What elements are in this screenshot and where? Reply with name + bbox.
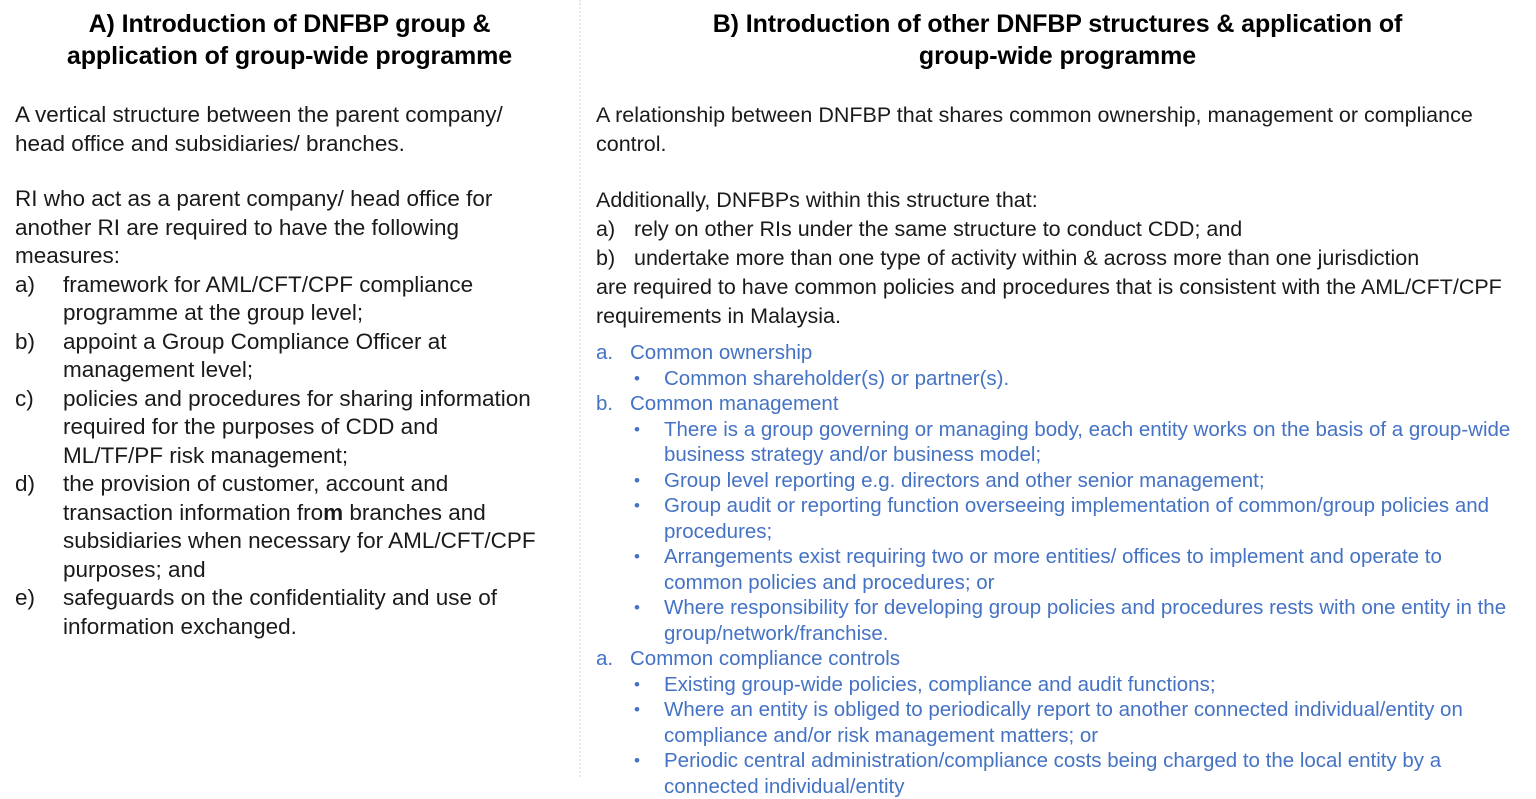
text-segment: branches and subsidiaries when necessary for AML/CFT/CPF purposes; and (63, 499, 536, 582)
bullet-icon: • (634, 700, 640, 719)
bullet-icon: • (634, 674, 640, 694)
list-item (596, 215, 1536, 244)
blue-group-label: Common ownership (630, 341, 813, 364)
blue-bullet-item (629, 493, 1536, 544)
bullet-icon: • (634, 496, 640, 515)
blue-criteria-block (596, 340, 1536, 799)
list-marker: b) (15, 328, 36, 354)
list-marker: a) (15, 271, 36, 297)
list-item (15, 328, 579, 385)
blue-bullet-item (629, 468, 1536, 494)
blue-bullet-text: Existing group-wide policies, compliance and audit functions; (664, 672, 1216, 696)
left-measures-list (0, 271, 579, 642)
blue-bullet-item (629, 672, 1536, 698)
list-marker: a. (596, 647, 614, 670)
list-marker: a) (596, 217, 616, 241)
bullet-icon: • (634, 751, 640, 770)
blue-bullet-item (629, 366, 1536, 392)
list-item-text: rely on other RIs under the same structure to conduct CDD; and (634, 217, 1243, 241)
bullet-icon: • (634, 419, 640, 439)
blue-bullet-text: Group level reporting e.g. directors and other senior management; (664, 468, 1265, 492)
bullet-icon: • (634, 470, 640, 490)
list-marker: c) (15, 385, 34, 411)
spacer (0, 72, 579, 101)
bold-text-segment: m (323, 499, 344, 525)
list-item (15, 271, 579, 328)
right-column-heading: B) Introduction of other DNFBP structures & application of group-wide programme (712, 10, 1403, 70)
left-intro-paragraph: A vertical structure between the parent company/ head office and subsidiaries/ branches. (15, 102, 503, 156)
list-item (596, 244, 1536, 273)
list-item (15, 385, 579, 471)
blue-bullet-text: Periodic central administration/compliance costs being charged to the local entity by a connected individual/entity (664, 749, 1442, 798)
list-marker: b. (596, 392, 614, 415)
list-item-text: policies and procedures for sharing information required for the purposes of CDD and ML/TF/PF risk management; (63, 385, 531, 468)
list-marker: a. (596, 341, 614, 364)
blue-bullet-item (629, 748, 1536, 799)
right-conditions-list (579, 215, 1536, 273)
blue-group-label: Common compliance controls (630, 647, 901, 670)
list-marker: e) (15, 585, 36, 610)
bullet-icon: • (634, 547, 640, 566)
right-intro-paragraph: A relationship between DNFBP that shares common ownership, management or compliance control. (596, 103, 1473, 156)
blue-bullet-text: Arrangements exist requiring two or more entities/ offices to implement and operate to common policies and procedures; or (664, 545, 1442, 594)
blue-bullet-text: Where responsibility for developing group policies and procedures rests with one entity in the group/network/franchise. (664, 596, 1507, 645)
list-item-text: undertake more than one type of activity within & across more than one jurisdiction (634, 246, 1420, 270)
list-item-text: appoint a Group Compliance Officer at management level; (63, 328, 447, 382)
blue-group-heading (596, 340, 1536, 366)
list-item (15, 584, 579, 641)
blue-bullet-item (629, 544, 1536, 595)
blue-bullet-text: Common shareholder(s) or partner(s). (664, 366, 1010, 390)
list-item-text: framework for AML/CFT/CPF compliance programme at the group level; (63, 271, 474, 325)
blue-bullet-item (629, 417, 1536, 468)
right-closing-paragraph: are required to have common policies and procedures that is consistent with the AML/CFT/CPF requirements in Malaysia. (596, 275, 1502, 328)
list-item-text (63, 470, 543, 584)
right-lead-in-paragraph: Additionally, DNFBPs within this structure that: (596, 188, 1038, 212)
spacer (0, 158, 579, 185)
list-marker: b) (596, 246, 616, 270)
blue-bullet-item (629, 595, 1536, 646)
left-column-heading: A) Introduction of DNFBP group & application of group-wide programme (66, 10, 513, 70)
list-item (15, 470, 579, 584)
blue-bullet-item (629, 697, 1536, 748)
blue-group-label: Common management (630, 392, 839, 415)
blue-group-heading (596, 391, 1536, 417)
left-lead-in-paragraph: RI who act as a parent company/ head office for another RI are required to have the following measures: (15, 186, 493, 268)
blue-group-heading (596, 646, 1536, 672)
left-column (0, 0, 579, 777)
blue-bullet-text: There is a group governing or managing body, each entity works on the basis of a group-wide business strategy and/or business model; (664, 417, 1511, 466)
list-item-text: safeguards on the confidentiality and use of information exchanged. (63, 585, 498, 639)
bullet-icon: • (634, 368, 640, 388)
right-column (579, 0, 1536, 798)
spacer (579, 72, 1536, 101)
text-segment: the provision of customer, account and transaction information fro (63, 471, 449, 525)
list-marker: d) (15, 471, 36, 496)
blue-bullet-text: Group audit or reporting function overseeing implementation of common/group policies and procedures; (664, 494, 1490, 543)
blue-bullet-text: Where an entity is obliged to periodically report to another connected individual/entity on compliance and/or risk management matters; or (664, 698, 1463, 747)
spacer (579, 159, 1536, 186)
bullet-icon: • (634, 598, 640, 617)
